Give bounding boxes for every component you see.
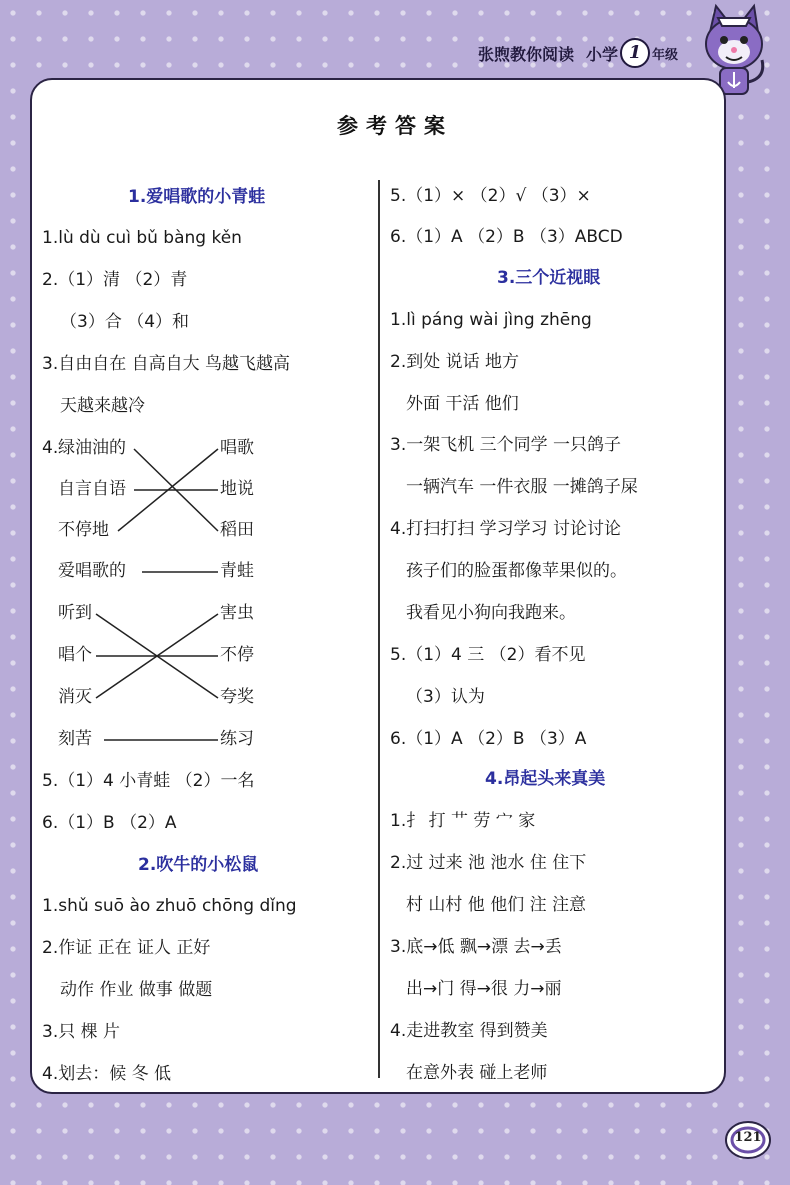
series-name: 张煦教你阅读 bbox=[478, 44, 575, 64]
answer-line: 2.（1）清 （2）青 bbox=[42, 270, 188, 290]
answer-line: 6.（1）B （2）A bbox=[42, 813, 177, 833]
answer-line: 在意外表 碰上老师 bbox=[406, 1063, 548, 1083]
match-right-item: 青蛙 bbox=[220, 561, 254, 581]
answer-line: 3.只 棵 片 bbox=[42, 1022, 121, 1042]
page-number: 121 bbox=[734, 1130, 762, 1145]
section-title-2: 2.吹牛的小松鼠 bbox=[138, 855, 259, 875]
match-right-item: 练习 bbox=[220, 729, 254, 749]
answer-line: 4.划去：候 冬 低 bbox=[42, 1064, 172, 1084]
answer-line: 3.自由自在 自高自大 鸟越飞越高 bbox=[42, 354, 291, 374]
match-left-item: 消灭 bbox=[58, 687, 92, 707]
answer-line: 村 山村 他 他们 注 注意 bbox=[406, 895, 587, 915]
answer-line: 外面 干活 他们 bbox=[406, 394, 519, 414]
match-left-item: 听到 bbox=[58, 603, 92, 623]
answer-line: 2.作证 正在 证人 正好 bbox=[42, 938, 211, 958]
answer-line: 6.（1）A （2）B （3）A bbox=[390, 729, 587, 749]
match-left-item: 不停地 bbox=[58, 520, 109, 540]
match-left-item: 刻苦 bbox=[58, 729, 92, 749]
answer-line: 孩子们的脸蛋都像苹果似的。 bbox=[406, 561, 627, 581]
answer-line: 动作 作业 做事 做题 bbox=[60, 980, 213, 1000]
school-level: 小学 bbox=[586, 44, 619, 64]
match-right-item: 不停 bbox=[220, 645, 254, 665]
answer-line: 5.（1）4 小青蛙 （2）一名 bbox=[42, 771, 255, 791]
match-right-item: 害虫 bbox=[220, 603, 254, 623]
answer-line: 5.（1）× （2）√ （3）× bbox=[390, 186, 591, 206]
match-left-item: 绿油油的 bbox=[58, 438, 126, 458]
match-left-item: 唱个 bbox=[58, 645, 92, 665]
answer-line: 1.lì páng wài jìng zhēng bbox=[390, 310, 592, 330]
section-title-4: 4.昂起头来真美 bbox=[485, 769, 606, 789]
answer-line: （3）认为 bbox=[406, 687, 485, 707]
section-title-1: 1.爱唱歌的小青蛙 bbox=[128, 187, 266, 207]
answer-line: 5.（1）4 三 （2）看不见 bbox=[390, 645, 586, 665]
answer-line: 一辆汽车 一件衣服 一摊鸽子屎 bbox=[406, 477, 638, 497]
answer-line: 2.到处 说话 地方 bbox=[390, 352, 520, 372]
match-right-item: 地说 bbox=[220, 479, 254, 499]
match-right-item: 夸奖 bbox=[220, 687, 254, 707]
match-left-item: 自言自语 bbox=[58, 479, 126, 499]
answer-line: 3.一架飞机 三个同学 一只鸽子 bbox=[390, 435, 622, 455]
page-title: 参考答案 bbox=[337, 114, 453, 138]
answer-line: （3）合 （4）和 bbox=[60, 312, 190, 332]
answer-line: 2.过 过来 池 池水 住 住下 bbox=[390, 853, 587, 873]
answer-line: 1.lù dù cuì bǔ bàng kěn bbox=[42, 228, 242, 248]
answer-line: 1.shǔ suō ào zhuō chōng dǐng bbox=[42, 896, 297, 916]
answer-line: 我看见小狗向我跑来。 bbox=[406, 603, 576, 623]
grade-number: 1 bbox=[620, 38, 650, 68]
answer-line: 出→门 得→很 力→丽 bbox=[406, 979, 562, 999]
answer-line: 6.（1）A （2）B （3）ABCD bbox=[390, 227, 623, 247]
match-right-item: 唱歌 bbox=[220, 438, 254, 458]
answer-line: 天越来越冷 bbox=[60, 396, 145, 416]
answer-line: 4.走进教室 得到赞美 bbox=[390, 1021, 548, 1041]
answer-line: 1.扌 打 艹 劳 宀 家 bbox=[390, 811, 536, 831]
answer-line: 3.底→低 飘→漂 去→丢 bbox=[390, 937, 562, 957]
section-title-3: 3.三个近视眼 bbox=[497, 268, 601, 288]
match-left-item: 爱唱歌的 bbox=[58, 561, 126, 581]
question-number: 4. bbox=[42, 438, 59, 458]
grade-suffix: 年级 bbox=[652, 47, 679, 63]
answer-line: 4.打扫打扫 学习学习 讨论讨论 bbox=[390, 519, 622, 539]
match-right-item: 稻田 bbox=[220, 520, 254, 540]
